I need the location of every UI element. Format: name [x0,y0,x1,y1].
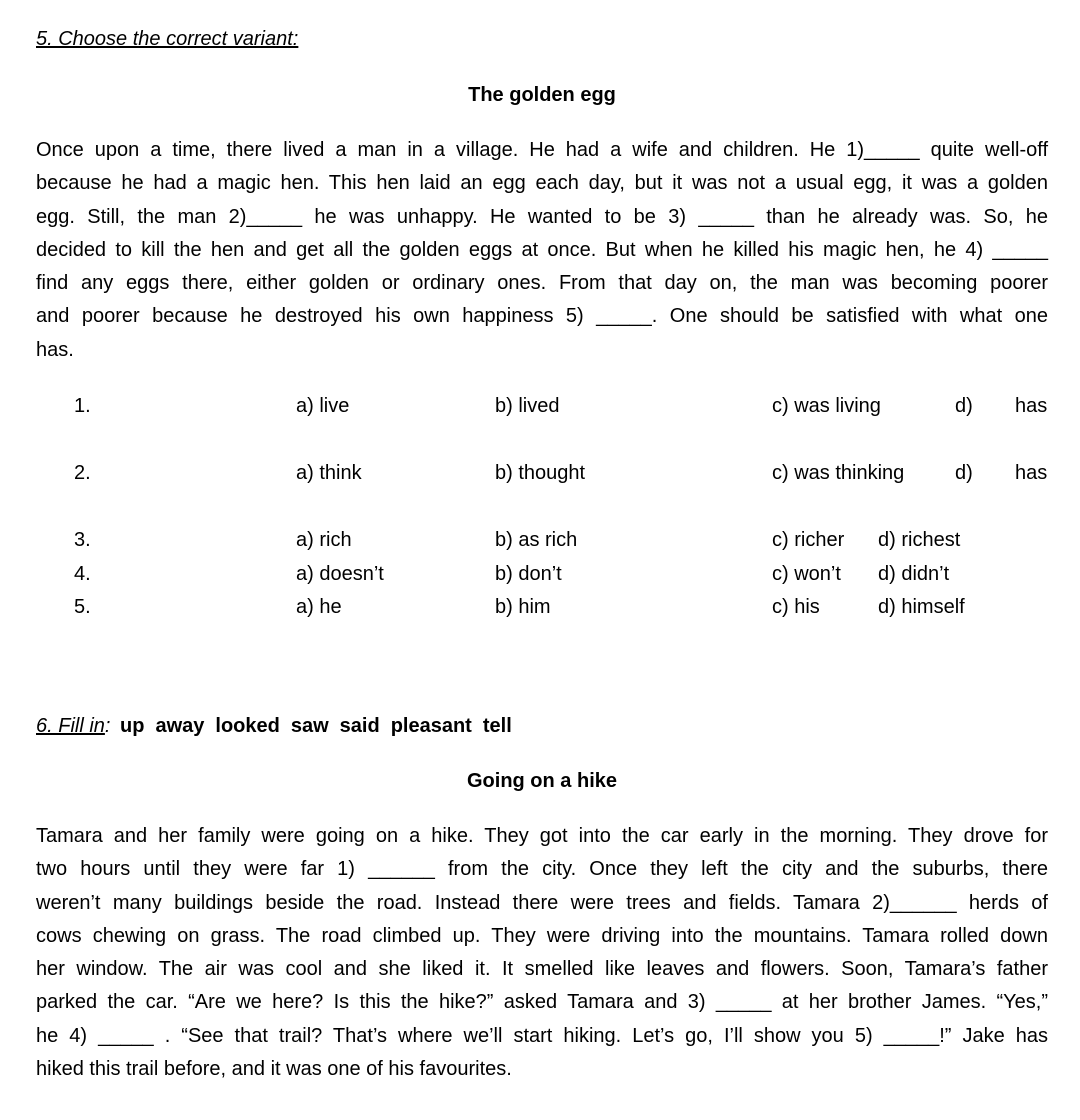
option-d: d) didn’t [878,563,950,585]
option-c: c) richer [772,529,845,551]
option-d: d) richest [878,529,961,551]
story-2-paragraph [36,820,1048,1086]
option-d: d) himself [878,596,965,618]
option-number: 5. [74,596,91,618]
word-bank-item: away [155,715,205,737]
option-a: a) rich [296,529,352,551]
section-6-heading-label: 6. Fill in [36,715,105,737]
word-bank-item: pleasant [390,715,472,737]
section-5-heading [36,28,298,51]
story-1-line: egg. Still, the man 2)_____ he was unhappy. He wanted to be 3) _____ than he already was. So, he [36,205,1048,228]
story-1-line: Once upon a time, there lived a man in a village. He had a wife and children. He 1)_____ quite well-off [36,139,1048,161]
option-d-value: has [1015,462,1048,484]
section-6-heading-colon: : [104,715,111,737]
word-bank-item: saw [290,715,329,737]
story-2-line: two hours until they were far 1) ______ from the city. Once they left the city and the suburbs, there [36,858,1048,881]
section-5-heading-text: 5. Choose the correct variant: [36,28,299,50]
section-6-heading [36,715,523,738]
option-d-value: has [1015,395,1048,417]
option-d-label: d) [955,395,973,417]
option-a: a) doesn’t [296,563,384,585]
story-2-line: cows chewing on grass. The road climbed up. They were driving into the mountains. Tamara rolled down [36,924,1048,947]
story-1-line: decided to kill the hen and get all the golden eggs at once. But when he killed his magic hen, he 4) _____ [36,238,1048,261]
option-b: b) him [495,596,551,618]
word-bank-item: looked [215,715,280,737]
word-bank-item: up [120,715,145,737]
story-1-line: and poorer because he destroyed his own happiness 5) _____. One should be satisfied with what one [36,305,1048,328]
story-1-line: find any eggs there, either golden or ordinary ones. From that day on, the man was becoming poorer [36,272,1048,295]
story-1-line: because he had a magic hen. This hen laid an egg each day, but it was not a usual egg, it was a golden [36,172,1048,195]
option-number: 3. [74,529,91,551]
word-bank [120,715,523,737]
option-c: c) his [772,596,820,618]
story-2-line: hiked this trail before, and it was one of his favourites. [36,1058,512,1081]
option-c: c) won’t [772,563,841,585]
story-2-line: her window. The air was cool and she liked it. It smelled like leaves and flowers. Soon, Tamara’s father [36,958,1048,981]
option-b: b) as rich [495,529,578,551]
story-2-line: Tamara and her family were going on a hike. They got into the car early in the morning. They drove for [36,825,1048,847]
option-number: 2. [74,462,91,484]
option-b: b) lived [495,395,560,417]
option-b: b) thought [495,462,586,484]
word-bank-item: tell [482,715,512,737]
story-2-line: parked the car. “Are we here? Is this the hike?” asked Tamara and 3) _____ at her brother James. “Yes,” [36,991,1048,1014]
option-number: 4. [74,563,91,585]
option-number: 1. [74,395,91,417]
story-1-paragraph [36,134,1048,367]
word-bank-item: said [339,715,380,737]
option-d-label: d) [955,462,973,484]
option-c: c) was living [772,395,881,417]
story-1-title: The golden egg [468,84,616,106]
option-a: a) live [296,395,350,417]
story-2-line: weren’t many buildings beside the road. Instead there were trees and fields. Tamara 2)______ herds of [36,891,1048,914]
story-1-line: has. [36,338,74,361]
option-c: c) was thinking [772,462,905,484]
option-a: a) he [296,596,342,618]
story-2-line: he 4) _____ . “See that trail? That’s where we’ll start hiking. Let’s go, I’ll show you 5) _____!” Jake has [36,1024,1048,1047]
option-b: b) don’t [495,563,562,585]
option-a: a) think [296,462,362,484]
story-2-title: Going on a hike [466,770,617,792]
